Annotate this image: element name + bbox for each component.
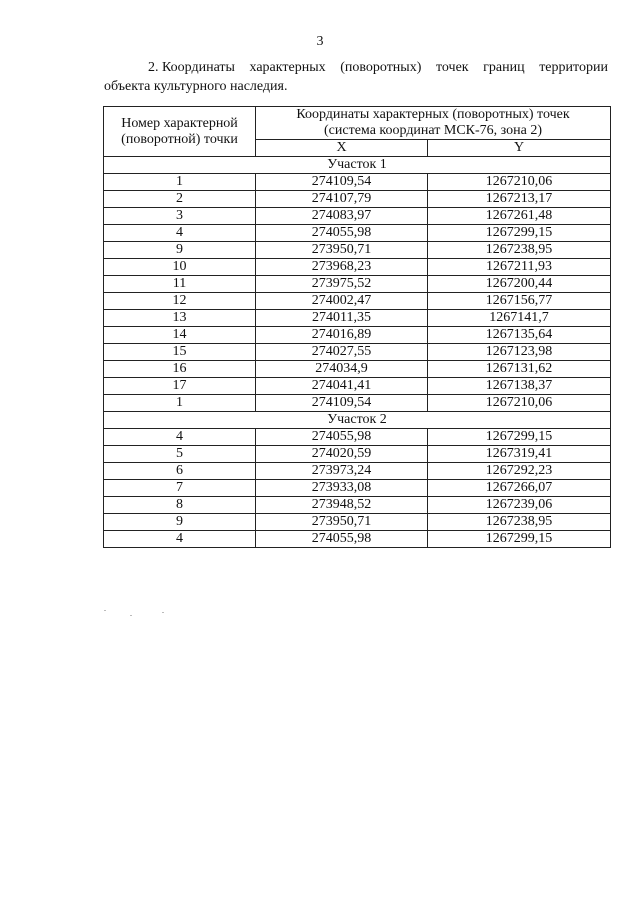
header-y: Y [428, 140, 611, 157]
y-coordinate-cell: 1267299,15 [428, 531, 611, 548]
header-coordinates-line-2: (система координат МСК-76, зона 2) [324, 123, 542, 138]
heading-word: территории [539, 60, 608, 75]
y-coordinate-cell: 1267200,44 [428, 276, 611, 293]
header-coordinates [256, 107, 611, 140]
point-number-cell: 9 [104, 242, 256, 259]
point-number-cell: 17 [104, 378, 256, 395]
x-coordinate-cell: 273968,23 [256, 259, 428, 276]
heading-word: (поворотных) [340, 60, 422, 75]
point-number-cell: 1 [104, 395, 256, 412]
table-row [104, 395, 611, 412]
y-coordinate-cell: 1267299,15 [428, 429, 611, 446]
page-number: 3 [316, 34, 324, 49]
point-number-cell: 4 [104, 429, 256, 446]
header-coordinates-line-1: Координаты характерных (поворотных) точек [296, 107, 570, 122]
point-number-cell: 3 [104, 208, 256, 225]
y-coordinate-cell: 1267138,37 [428, 378, 611, 395]
y-coordinate-cell: 1267211,93 [428, 259, 611, 276]
x-coordinate-cell: 274016,89 [256, 327, 428, 344]
point-number-cell: 15 [104, 344, 256, 361]
table-row [104, 480, 611, 497]
scan-speck [130, 615, 132, 616]
section-heading [104, 58, 608, 96]
table-row [104, 514, 611, 531]
table-row [104, 208, 611, 225]
scan-speck [162, 612, 164, 613]
x-coordinate-cell: 273975,52 [256, 276, 428, 293]
y-coordinate-cell: 1267213,17 [428, 191, 611, 208]
table-row [104, 225, 611, 242]
heading-word: 2. Координаты [148, 60, 235, 75]
point-number-cell: 13 [104, 310, 256, 327]
table-row [104, 429, 611, 446]
y-coordinate-cell: 1267210,06 [428, 395, 611, 412]
point-number-cell: 14 [104, 327, 256, 344]
header-x: X [256, 140, 428, 157]
section-title: Участок 2 [104, 412, 611, 429]
x-coordinate-cell: 274109,54 [256, 174, 428, 191]
section-row [104, 157, 611, 174]
heading-word: границ [483, 60, 525, 75]
x-coordinate-cell: 274041,41 [256, 378, 428, 395]
x-coordinate-cell: 273950,71 [256, 514, 428, 531]
x-coordinate-cell: 273950,71 [256, 242, 428, 259]
section-title: Участок 1 [104, 157, 611, 174]
table-row [104, 327, 611, 344]
x-coordinate-cell: 274055,98 [256, 429, 428, 446]
table-row [104, 310, 611, 327]
point-number-cell: 4 [104, 225, 256, 242]
heading-line-1 [104, 58, 608, 77]
table-row [104, 174, 611, 191]
heading-word: точек [435, 60, 469, 75]
point-number-cell: 16 [104, 361, 256, 378]
table-row [104, 361, 611, 378]
x-coordinate-cell: 273973,24 [256, 463, 428, 480]
y-coordinate-cell: 1267239,06 [428, 497, 611, 514]
point-number-cell: 7 [104, 480, 256, 497]
point-number-cell: 6 [104, 463, 256, 480]
table-row [104, 293, 611, 310]
point-number-cell: 9 [104, 514, 256, 531]
table-body [104, 157, 611, 548]
point-number-cell: 5 [104, 446, 256, 463]
table-row [104, 378, 611, 395]
y-coordinate-cell: 1267238,95 [428, 514, 611, 531]
table-row [104, 191, 611, 208]
y-coordinate-cell: 1267210,06 [428, 174, 611, 191]
table-row [104, 344, 611, 361]
x-coordinate-cell: 274020,59 [256, 446, 428, 463]
table-row [104, 446, 611, 463]
x-coordinate-cell: 273948,52 [256, 497, 428, 514]
point-number-cell: 1 [104, 174, 256, 191]
table-row [104, 259, 611, 276]
x-coordinate-cell: 274034,9 [256, 361, 428, 378]
y-coordinate-cell: 1267261,48 [428, 208, 611, 225]
y-coordinate-cell: 1267266,07 [428, 480, 611, 497]
coordinates-table [103, 106, 611, 548]
heading-line-2: объекта культурного наследия. [104, 79, 288, 94]
table-row [104, 463, 611, 480]
table-row [104, 242, 611, 259]
y-coordinate-cell: 1267141,7 [428, 310, 611, 327]
y-coordinate-cell: 1267123,98 [428, 344, 611, 361]
section-row [104, 412, 611, 429]
y-coordinate-cell: 1267238,95 [428, 242, 611, 259]
x-coordinate-cell: 274002,47 [256, 293, 428, 310]
table-row [104, 531, 611, 548]
scan-speck [104, 610, 106, 611]
table-row [104, 276, 611, 293]
y-coordinate-cell: 1267319,41 [428, 446, 611, 463]
header-point-number: Номер характерной (поворотной) точки [104, 107, 256, 157]
point-number-cell: 10 [104, 259, 256, 276]
point-number-cell: 2 [104, 191, 256, 208]
y-coordinate-cell: 1267131,62 [428, 361, 611, 378]
x-coordinate-cell: 274027,55 [256, 344, 428, 361]
x-coordinate-cell: 274109,54 [256, 395, 428, 412]
y-coordinate-cell: 1267156,77 [428, 293, 611, 310]
x-coordinate-cell: 274107,79 [256, 191, 428, 208]
point-number-cell: 8 [104, 497, 256, 514]
table-row [104, 497, 611, 514]
point-number-cell: 4 [104, 531, 256, 548]
point-number-cell: 11 [104, 276, 256, 293]
y-coordinate-cell: 1267135,64 [428, 327, 611, 344]
x-coordinate-cell: 274011,35 [256, 310, 428, 327]
heading-word: характерных [249, 60, 326, 75]
x-coordinate-cell: 274055,98 [256, 225, 428, 242]
x-coordinate-cell: 273933,08 [256, 480, 428, 497]
point-number-cell: 12 [104, 293, 256, 310]
y-coordinate-cell: 1267299,15 [428, 225, 611, 242]
x-coordinate-cell: 274083,97 [256, 208, 428, 225]
y-coordinate-cell: 1267292,23 [428, 463, 611, 480]
x-coordinate-cell: 274055,98 [256, 531, 428, 548]
